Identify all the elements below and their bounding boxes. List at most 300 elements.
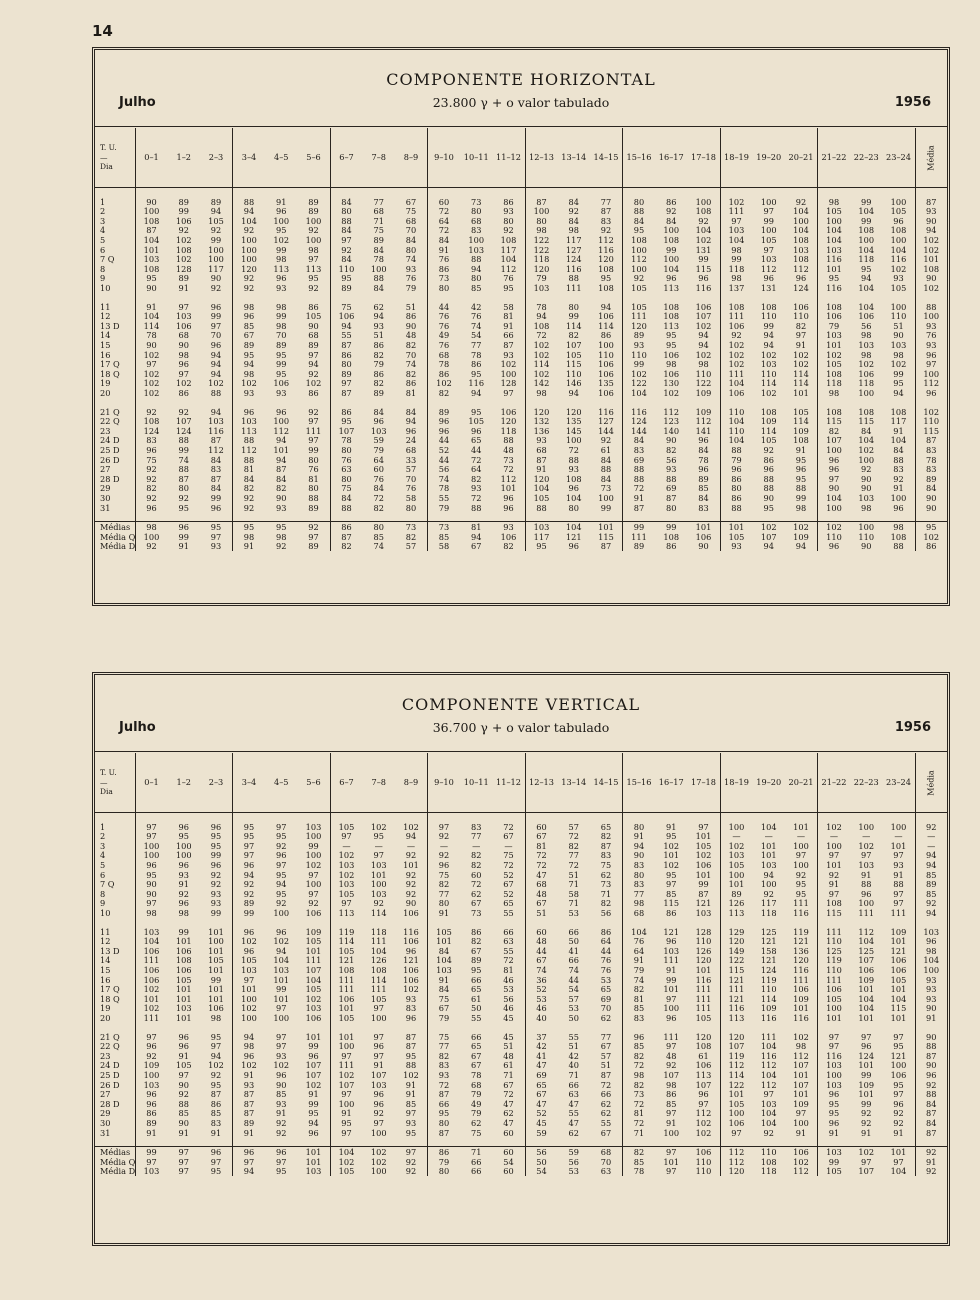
value-cell: 100 [330,1041,363,1051]
value-cell: 99 [698,879,709,890]
value-cell: 111 [135,1013,168,1023]
value-cell: 67 [405,197,417,207]
value-cell: 99 [623,360,656,370]
value-cell: 50 [568,1013,579,1023]
value-cell: 88 [330,216,363,226]
value-cell: 82 [600,898,612,909]
value-cell: 88 [568,454,579,465]
value-cell: 105 [793,406,809,417]
value-cell: 96 [178,898,189,909]
value-cell: 106 [695,1060,712,1071]
value-cell: 60 [428,197,461,207]
value-cell: 102 [135,350,168,360]
value-cell: 54 [525,1167,558,1177]
day-cell: 14 [100,955,111,966]
value-cell: 104 [720,379,753,389]
day-row [95,1051,947,1061]
value-cell: 101 [233,985,266,995]
day-cell: 7 Q [100,879,115,890]
value-cell: 74 [623,975,656,985]
value-cell: 87 [600,206,612,217]
value-cell: 92 [233,503,266,513]
value-cell: 85 [666,1099,677,1109]
value-cell: 96 [200,1147,233,1157]
value-cell: 85 [178,1108,189,1119]
value-cell: 112 [695,1108,712,1119]
spacer-cell [363,293,396,302]
spacer-cell [720,1137,753,1147]
value-cell: 95 [276,831,287,842]
value-cell: 102 [695,850,712,861]
value-cell: 100 [818,445,851,455]
value-cell: 96 [720,464,753,474]
spacer-cell [785,188,818,198]
day-cell: 3 [100,841,106,851]
value-cell: 95 [795,889,807,899]
day-cell: 19 [100,378,111,389]
day-cell: 9 [100,898,106,909]
spacer-cell [753,512,786,522]
value-cell: 94 [308,1118,319,1128]
value-cell: 74 [471,321,482,331]
value-cell: 87 [276,464,287,475]
value-cell: 95 [525,542,558,552]
day-row [95,1109,947,1119]
value-cell: 87 [233,1089,266,1099]
value-cell: 103 [760,254,777,265]
value-cell: 114 [760,426,777,436]
value-cell: 118 [858,254,875,265]
header-interval: 16–17 [655,128,688,188]
value-cell: 74 [405,254,417,265]
value-cell: 97 [720,1128,753,1138]
mean-cell: 90 [915,503,947,513]
value-cell: 97 [178,1157,189,1167]
value-cell: 113 [305,264,322,274]
value-cell: 96 [763,464,774,475]
day-row [95,1032,947,1042]
value-cell: 65 [471,435,482,446]
value-cell: 92 [233,880,266,890]
value-cell: 105 [695,841,712,851]
value-cell: 108 [793,235,809,245]
value-cell: 91 [795,340,807,350]
day-row [95,870,947,880]
value-cell: 100 [890,1060,907,1071]
value-cell: 96 [795,273,807,284]
value-cell: 98 [623,1070,656,1080]
mean-cell: 93 [915,321,947,331]
value-cell: 106 [135,965,168,975]
value-cell: 69 [623,455,656,465]
value-cell: 106 [330,312,363,322]
mean-cell: 102 [915,235,947,245]
day-cell: 16 [100,349,111,360]
value-cell: 116 [793,908,809,918]
value-cell: 105 [330,1013,363,1023]
value-cell: 89 [330,283,363,293]
value-cell: 95 [623,226,656,236]
header-interval: 9–10 [428,753,461,813]
spacer-cell [688,293,721,302]
spacer-cell [493,1023,526,1032]
value-cell: 82 [373,349,384,360]
value-cell: 88 [861,879,872,890]
day-cell: 6 [100,244,106,255]
spacer-cell [850,1137,883,1147]
value-cell: 91 [233,1070,266,1080]
value-cell: 126 [370,955,387,966]
value-cell: 57 [568,822,579,832]
value-cell: 45 [503,1031,514,1042]
value-cell: 91 [373,1060,384,1071]
value-cell: 107 [760,532,777,542]
value-cell: 84 [330,255,363,265]
value-cell: — [374,841,383,851]
value-cell: 100 [598,493,614,503]
spacer-cell [363,813,396,823]
value-cell: 96 [818,464,851,474]
spacer-cell [753,918,786,927]
value-cell: 105 [330,822,363,832]
value-cell: 97 [330,899,363,909]
value-cell: 107 [175,416,192,427]
value-cell: 104 [135,312,168,322]
value-cell: 100 [208,936,224,947]
value-cell: 89 [471,955,482,966]
value-cell: 72 [428,226,461,236]
mean-cell: 93 [915,975,947,985]
spacer-cell [95,813,135,823]
value-cell: 95 [308,1108,319,1119]
value-cell: 91 [893,483,904,494]
value-cell: 68 [428,350,461,360]
value-cell: 66 [568,1079,579,1090]
value-cell: 102 [720,350,753,360]
value-cell: 95 [405,1127,417,1138]
value-cell: 125 [760,926,777,937]
spacer-cell [883,188,916,198]
value-cell: 88 [623,207,656,217]
value-cell: 114 [370,974,387,985]
value-cell: 88 [893,541,904,552]
value-cell: 102 [370,1157,387,1167]
value-cell: 91 [893,1127,904,1138]
value-cell: 81 [233,464,266,474]
value-cell: 87 [600,541,612,552]
value-cell: 98 [276,254,287,265]
value-cell: 92 [893,1118,904,1128]
value-cell: 114 [760,378,777,389]
value-cell: 99 [655,522,688,532]
value-cell: 118 [720,264,753,274]
value-cell: 93 [405,264,417,274]
value-cell: 104 [720,235,753,245]
value-cell: 108 [818,302,851,312]
value-cell: 84 [330,197,363,207]
spacer-cell [395,512,428,522]
value-cell: 103 [370,1079,387,1090]
value-cell: 105 [233,956,266,966]
value-cell: 96 [168,522,201,532]
mean-cell: 87 [915,1051,947,1061]
day-row [95,436,947,446]
value-cell: 94 [276,946,287,956]
value-cell: 66 [600,1089,612,1100]
value-cell: 104 [890,1166,907,1177]
value-cell: 50 [525,1157,558,1167]
value-cell: 40 [525,1013,558,1023]
value-cell: 145 [565,426,582,436]
value-cell: 97 [893,850,904,861]
value-cell: 87 [135,226,168,236]
value-cell: 74 [525,965,558,975]
value-cell: 108 [135,264,168,274]
spacer-cell [395,398,428,407]
value-cell: 95 [600,273,612,284]
value-cell: 46 [503,1003,514,1014]
value-cell: 84 [428,985,461,995]
value-cell: 102 [403,1070,419,1080]
value-cell: 98 [525,226,558,236]
value-cell: 64 [623,946,656,956]
value-cell: 116 [818,255,851,265]
value-cell: 84 [276,474,287,484]
value-cell: 101 [818,860,851,870]
value-cell: 103 [135,1167,168,1177]
value-cell: 103 [330,880,363,890]
value-cell: 102 [793,1031,809,1042]
value-cell: 44 [600,946,612,956]
value-cell: 100 [760,225,777,236]
value-cell: 108 [135,416,168,426]
day-row [95,493,947,503]
spacer-cell [428,512,461,522]
value-cell: 126 [695,946,712,956]
value-cell: 100 [720,1109,753,1119]
value-cell: 90 [666,435,677,446]
mean-cell: 87 [915,1128,947,1138]
header-interval: 2–3 [200,128,233,188]
day-row [95,416,947,426]
value-cell: 101 [305,946,322,956]
value-cell: 89 [135,1118,168,1128]
value-cell: 102 [695,349,712,360]
value-cell: 98 [276,532,287,542]
value-cell: 85 [623,1004,656,1014]
value-cell: 88 [763,474,774,484]
value-cell: 79 [405,283,417,293]
value-cell: 115 [818,908,851,918]
spacer-cell [558,398,591,407]
value-cell: 91 [308,1089,319,1100]
value-cell: 111 [663,955,680,966]
value-cell: 97 [405,1108,417,1119]
value-cell: 65 [471,1041,482,1052]
value-cell: 96 [405,1013,417,1023]
value-cell: 96 [818,1118,851,1128]
spacer-cell [818,1137,851,1147]
value-cell: 106 [403,974,419,985]
value-cell: 111 [720,985,753,995]
value-cell: 67 [471,1051,482,1061]
value-cell: 96 [135,860,168,870]
value-cell: 68 [405,216,417,226]
value-cell: 60 [503,1127,514,1138]
day-row [95,1118,947,1128]
value-cell: 47 [525,870,558,880]
value-cell: 99 [861,1099,872,1109]
value-cell: 65 [600,822,612,832]
value-cell: 104 [760,1108,777,1119]
value-cell: 88 [308,493,319,503]
mean-cell: 94 [915,226,947,236]
value-cell: 96 [568,541,579,552]
value-cell: 149 [720,946,753,956]
value-cell: 82 [428,1051,461,1061]
value-cell: 101 [818,264,851,274]
value-cell: 95 [503,283,514,293]
value-cell: 96 [428,416,461,426]
value-cell: 102 [720,841,753,851]
header-interval: 10–11 [460,753,493,813]
value-cell: 91 [428,908,461,918]
value-cell: 82 [471,860,482,870]
day-row [95,880,947,890]
spacer-cell [655,918,688,927]
day-row [95,388,947,398]
value-cell: 86 [428,369,461,379]
value-cell: 71 [568,879,579,890]
value-cell: 65 [471,984,482,995]
value-cell: 97 [795,1108,807,1119]
value-cell: 86 [210,1099,222,1109]
value-cell: 91 [135,302,168,312]
day-row [95,340,947,350]
value-cell: 106 [720,1118,753,1128]
value-cell: 102 [818,522,851,532]
value-cell: 113 [720,908,753,918]
value-cell: 102 [330,1070,363,1080]
value-cell: 97 [330,1051,363,1061]
value-cell: 67 [600,1127,612,1138]
value-cell: 95 [276,889,287,899]
value-cell: 104 [233,216,266,226]
value-cell: 92 [135,542,168,552]
value-cell: 124 [565,254,582,265]
value-cell: 100 [208,244,224,255]
value-cell: 108 [525,321,558,331]
value-cell: 100 [695,197,712,207]
value-cell: 97 [330,235,363,245]
spacer-cell [233,1137,266,1147]
value-cell: 102 [663,388,680,398]
value-cell: 68 [590,1147,623,1157]
value-cell: 97 [276,860,287,870]
value-cell: 83 [210,464,222,475]
header-row [95,753,947,813]
spacer-cell [168,918,201,927]
value-cell: 87 [525,455,558,465]
value-cell: 92 [861,1118,872,1128]
value-cell: 85 [623,1041,656,1051]
value-cell: 101 [818,1013,851,1023]
value-cell: 97 [373,1003,384,1014]
value-cell: 91 [178,541,189,552]
day-row [95,937,947,947]
value-cell: 106 [403,965,419,975]
value-cell: 108 [818,369,851,379]
value-cell: 101 [663,1157,680,1167]
value-cell: 128 [175,264,192,274]
value-cell: 62 [471,1118,482,1128]
value-cell: 120 [500,416,517,427]
value-cell: 97 [135,1032,168,1042]
spacer-cell [298,512,331,522]
value-cell: 112 [760,1079,777,1090]
spacer-cell [168,512,201,522]
day-row [95,975,947,985]
value-cell: 98 [210,1013,222,1023]
value-cell: 108 [858,406,875,417]
value-cell: 108 [890,406,907,417]
day-cell: 28 D [100,474,120,484]
spacer-cell [558,188,591,198]
value-cell: 63 [503,936,514,947]
value-cell: 107 [370,1070,387,1080]
mean-cell: 78 [915,455,947,465]
value-cell: 111 [760,1031,777,1042]
mean-cell: 84 [915,484,947,494]
value-cell: 99 [178,206,189,217]
value-cell: 100 [890,235,907,245]
header-interval: 0–1 [135,753,168,813]
value-cell: 97 [178,369,189,379]
value-cell: 97 [373,850,384,861]
value-cell: 100 [233,245,266,255]
value-cell: 56 [428,464,461,474]
header-interval: 9–10 [428,128,461,188]
value-cell: 54 [568,984,579,995]
spacer-cell [168,1023,201,1032]
month-label: Julho [119,95,156,110]
value-cell: 114 [793,369,809,379]
value-cell: 71 [600,889,612,899]
value-cell: 96 [698,435,709,446]
value-cell: 97 [666,1166,677,1177]
value-cell: 86 [428,264,461,274]
value-cell: 112 [720,1147,753,1157]
spacer-row [95,918,947,927]
value-cell: 103 [525,522,558,532]
value-cell: 75 [373,225,384,236]
value-cell: 92 [178,493,189,503]
value-cell: 84 [698,445,709,455]
value-cell: 72 [503,955,514,966]
day-row [95,197,947,207]
day-row [95,927,947,937]
value-cell: 94 [698,340,709,350]
value-cell: 112 [598,235,614,245]
value-cell: 100 [305,850,322,861]
value-cell: 109 [135,1061,168,1071]
value-cell: 83 [471,225,482,236]
value-cell: 121 [663,926,680,937]
value-cell: 98 [178,908,189,918]
value-cell: 66 [471,1157,482,1167]
spacer-cell [915,512,947,522]
mean-cell: — [915,841,947,851]
